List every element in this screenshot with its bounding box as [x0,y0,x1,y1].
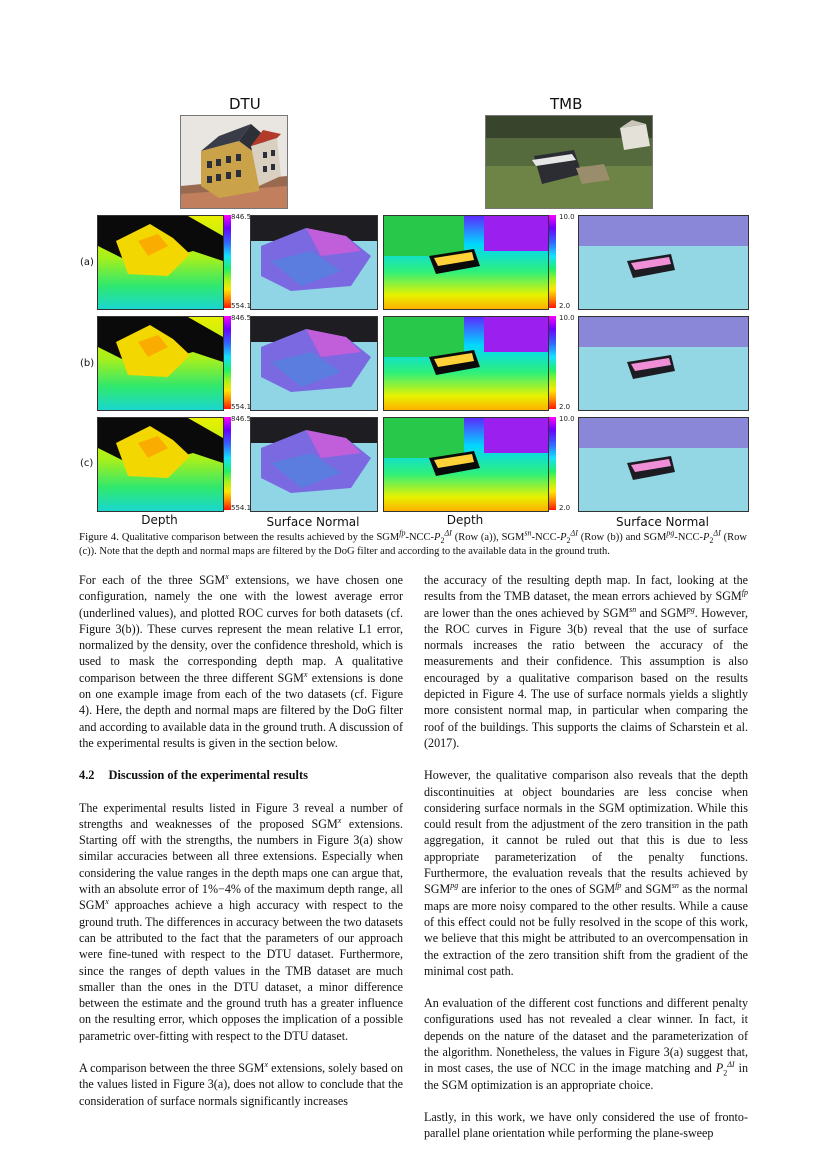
column-label-dtu-depth: Depth [141,513,178,527]
tmb-reference-image [485,115,653,209]
section-heading [79,767,403,783]
figure-header-tmb: TMB [550,95,583,113]
dtu-normal-map-b [250,316,378,411]
colorbar-max-label: 846.5 [231,213,252,221]
colorbar-min-label: 554.1 [231,302,252,310]
paragraph: However, the qualitative comparison also reveals that the depth discontinuities at object boundaries are less concise when considering surface normals in the SGM optimization. While this could result from the adjustment of the zero transition in the path aggregation, it cannot be ruled out that this is due to less appropriate parameterization of the penalty functions. Furthermore, the evaluation reveals that the results achieved by $SGM^{pg}$ are inferior to the ones of $SGM^{fp}$ and $SGM^{sn}$ as the normal maps are more noisy compared to the other results. While a cause of this effect could not be fully resolved in the scope of this work, we believe that this might be attributed to an overcompensation in the extraction of the zero transition shift from the gradient of the minimal cost path. [424,768,748,978]
dtu-reference-image [180,115,288,209]
tmb-normal-map-a [578,215,749,310]
figure-label: Figure 4. [79,531,119,543]
dtu-depth-map-a [97,215,224,310]
colorbar-min-label: 2.0 [559,504,571,512]
row-label-c: (c) [80,458,94,469]
column-label-tmb-normal: Surface Normal [616,515,709,529]
tmb-normal-map-c [578,417,749,512]
tmb-depth-map-b [383,316,549,411]
tmb-colorbar-a [549,215,556,308]
paragraph: The experimental results listed in Figure 3 reveal a number of strengths and weaknesses of the proposed SGM$^x$ extensions. Starting off with the strengths, the numbers in Figure 3(a) show similar accuracies between all three extensions. Especially when considering the value ranges in the depth maps one can argue that, with an absolute error of 1%−4% of the maximum depth range, all SGM$^x$ approaches achieve a high accuracy with respect to the ground truth. The differences in accuracy between the two datasets can be attributed to the fact that the parameters of our approach were fine-tuned with respect to the DTU dataset. Furthermore, since the ranges of depth values in the TMB dataset are much smaller than the ones in the DTU dataset, a minor difference between the estimate and the ground truth has a greater influence on the resulting error, which opposes the implication of a possible parametric over-fitting with respect to the DTU dataset. [79,800,404,1043]
tmb-depth-map-c [383,417,549,512]
section-number: 4.2 [79,768,95,783]
colorbar-max-label: 10.0 [559,415,575,423]
paragraph: Lastly, in this work, we have only considered the use of fronto-parallel plane orientation while performing the plane-sweep [424,1109,748,1141]
colorbar-min-label: 2.0 [559,403,571,411]
colorbar-max-label: 846.5 [231,415,252,423]
dtu-house-illustration [181,116,287,208]
dtu-normal-map-c [250,417,378,512]
row-label-b: (b) [80,358,95,369]
colorbar-min-label: 2.0 [559,302,571,310]
left-column [79,572,403,1125]
paragraph: For each of the three SGM$^x$ extensions, we have chosen one configuration, namely the one with the lowest average error (underlined values), and plotted ROC curves for both datasets (cf. Figure 3(b)). These curves represent the mean relative L1 error, normalized by the density, over the confidence threshold, which is used to mask the corresponding depth map. A qualitative comparison between the three different SGM$^x$ extensions is done on one example image from each of the two datasets (cf. Figure 4). Here, the depth and normal maps are filtered by the DoG filter and according to available data in the ground truth. A discussion of the experimental results is given in the section below. [79,571,403,750]
tmb-colorbar-b [549,316,556,409]
figure-caption: Figure 4. Qualitative comparison between the results achieved by the $SGM^{fp}-NCC-P_2^{\Delta I}$ (Row (a)), $SGM^{sn}-NCC-P_2^{\Delta I}$ (Row (b)) and $SGM^{pg}-NCC-P_2^{\Delta I}$ (Row (c)). Note that the depth and normal maps are filtered by the DoG filter and according to the available data in the ground truth. [79,528,747,557]
colorbar-max-label: 846.5 [231,314,252,322]
tmb-colorbar-c [549,417,556,510]
section-title: Discussion of the experimental results [108,768,308,783]
math-inline: 1%−4% [201,882,241,897]
colorbar-min-label: 554.1 [231,403,252,411]
colorbar-max-label: 10.0 [559,213,575,221]
paragraph: the accuracy of the resulting depth map. In fact, looking at the results from the TMB dataset, the mean errors achieved by $SGM^{fp}$ are lower than the ones achieved by $SGM^{sn}$ and $SGM^{pg}$. However, the ROC curves in Figure 3(b) reveal that the use of surface normals increases the ratio between the accuracy of the measurements and their confidence. This assumption is also encouraged by a qualitative comparison based on the results depicted in Figure 4. The use of surface normals yields a slightly more consistent normal map, in particular when comparing the roof of the buildings. This supports the claims of Scharstein et al. (2017). [424,573,748,750]
colorbar-max-label: 10.0 [559,314,575,322]
row-label-a: (a) [80,257,94,268]
tmb-aerial-illustration [486,116,652,208]
tmb-normal-map-b [578,316,749,411]
figure-header-dtu: DTU [229,95,261,113]
tmb-depth-map-a [383,215,549,310]
paragraph: An evaluation of the different cost functions and different penalty configurations used has not revealed a clear winner. In fact, it depends on the nature of the dataset and the parameterization of the algorithm. Nonetheless, the values in Figure 3(a) suggest that, in most cases, the use of NCC in the image matching and $P_2^{\Delta I}$ in the SGM optimization is an appropriate choice. [424,996,748,1092]
right-column [424,572,748,1158]
dtu-depth-map-c [97,417,224,512]
dtu-colorbar-b [224,316,231,409]
colorbar-min-label: 554.1 [231,504,252,512]
dtu-normal-map-a [250,215,378,310]
column-label-dtu-normal: Surface Normal [266,515,360,529]
column-label-tmb-depth: Depth [446,513,484,527]
dtu-colorbar-c [224,417,231,510]
dtu-colorbar-a [224,215,231,308]
dtu-depth-map-b [97,316,224,411]
paragraph: A comparison between the three SGM$^x$ extensions, solely based on the values listed in Figure 3(a), does not allow to conclude that the consideration of surface normals significantly increases [79,1059,403,1108]
